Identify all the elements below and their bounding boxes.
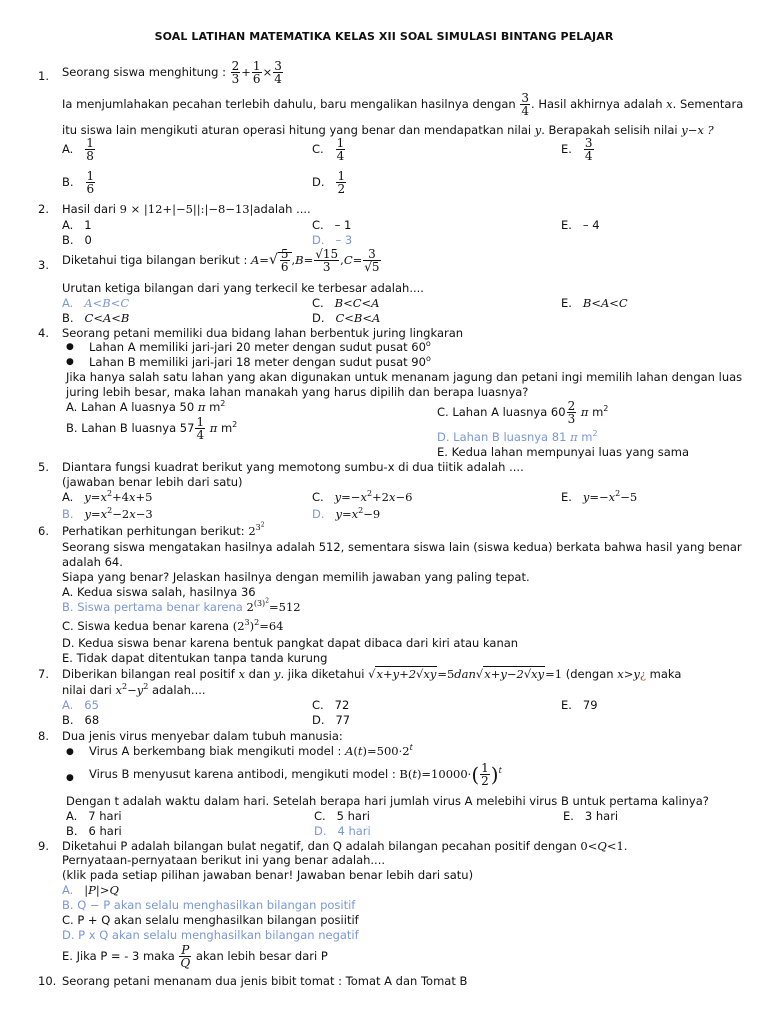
q6-option-e[interactable]: E. Tidak dapat ditentukan tanpa tanda kurung (62, 651, 328, 665)
q4-option-b[interactable]: B. Lahan B luasnya 57 $\frac{1}{4}$ π $m^2$ (66, 415, 238, 442)
question-number: 3. (38, 258, 49, 272)
q6-line4: Siapa yang benar? Jelaskan hasilnya dengan memilih jawaban yang paling tepat. (62, 570, 530, 584)
q4-line4: juring lebih besar, maka lahan manakah yang harus dipilih dan berapa luasnya? (66, 385, 529, 399)
q2-option-e[interactable]: E. – 4 (561, 218, 600, 232)
q3-option-e[interactable]: E. B<A<C (561, 296, 628, 310)
q2-option-d[interactable]: D. – 3 (312, 233, 353, 247)
q5-stem: Diantara fungsi kuadrat berikut yang memotong sumbu-x di dua tiitik adalah .... (62, 460, 524, 474)
q9-stem: Diketahui P adalah bilangan bulat negatif, dan Q adalah bilangan pecahan positif dengan 0<Q<1. (62, 839, 628, 853)
q8-option-d[interactable]: D. 4 hari (314, 824, 371, 838)
bullet-icon: ● (66, 357, 74, 367)
q3-option-b[interactable]: B. C<A<B (62, 311, 130, 325)
q7-option-c[interactable]: C. 72 (312, 698, 350, 712)
q4-bullet-1: Lahan A memiliki jari-jari 20 meter dengan sudut pusat 60$^o$ (89, 339, 431, 354)
q1-option-a[interactable]: A. $\frac{1}{8}$ (62, 136, 94, 163)
q3-option-a[interactable]: A. A<B<C (62, 296, 130, 310)
q8-option-e[interactable]: E. 3 hari (563, 809, 619, 823)
q1-option-c[interactable]: C. $\frac{1}{4}$ (312, 136, 345, 163)
q4-stem: Seorang petani memiliki dua bidang lahan berbentuk juring lingkaran (62, 326, 464, 340)
q8-bullet-2: Virus B menyusut karena antibodi, mengikuti model : B(t)=10000·( $\frac{1}{2}$ )$^t$ (89, 761, 502, 788)
q1-line2: Ia menjumlahakan pecahan terlebih dahulu, baru mengalikan hasilnya dengan $\frac{3}{4}$ . Hasil akhirnya adalah x. Sementara (62, 91, 744, 118)
q8-option-c[interactable]: C. 5 hari (314, 809, 370, 823)
q6-option-b[interactable]: B. Siswa pertama benar karena $2^{(3)^2}=512$ (62, 597, 301, 614)
question-number: 6. (38, 524, 49, 538)
question-number: 9. (38, 839, 49, 853)
q5-option-d[interactable]: D. $y=x^2-9$ (312, 506, 381, 521)
q5-option-c[interactable]: C. $y=-x^2+2x-6$ (312, 489, 413, 504)
q9-option-c[interactable]: C. P + Q akan selalu menghasilkan bilangan posiitif (62, 913, 359, 927)
page-title: SOAL LATIHAN MATEMATIKA KELAS XII SOAL SIMULASI BINTANG PELAJAR (154, 30, 614, 43)
q1-intro: Seorang siswa menghitung : $\frac{2}{3}$ + $\frac{1}{6}$ × $\frac{3}{4}$ (62, 59, 282, 86)
q8-option-b[interactable]: B. 6 hari (66, 824, 122, 838)
question-number: 8. (38, 729, 49, 743)
q6-line2: Seorang siswa mengatakan hasilnya adalah 512, sementara siswa lain (siswa kedua) berkata bahwa hasil yang benar (62, 540, 742, 554)
q4-line3: Jika hanya salah satu lahan yang akan digunakan untuk menanam jagung dan petani ingi memilih lahan dengan luas (66, 370, 743, 384)
q1-option-d[interactable]: D. $\frac{1}{2}$ (312, 169, 346, 196)
q2-option-a[interactable]: A. 1 (62, 218, 92, 232)
q1-option-e[interactable]: E. $\frac{3}{4}$ (561, 136, 593, 163)
q9-option-b[interactable]: B. Q − P akan selalu menghasilkan bilangan positif (62, 898, 356, 912)
q6-line3: adalah 64. (62, 555, 123, 569)
q6-option-d[interactable]: D. Kedua siswa benar karena bentuk pangkat dapat dibaca dari kiri atau kanan (62, 636, 519, 650)
q5-option-b[interactable]: B. $y=x^2-2x-3$ (62, 506, 153, 521)
q4-option-a[interactable]: A. Lahan A luasnya 50 π $m^2$ (66, 399, 226, 414)
bullet-icon: ● (66, 342, 74, 352)
q8-stem: Dua jenis virus menyebar dalam tubuh manusia: (62, 729, 343, 743)
q2-stem: Hasil dari 9 × |12+|−5||:|−8−13|adalah .... (62, 202, 311, 216)
q7-line2: nilai dari $x^2-y^2$ adalah.... (62, 682, 206, 697)
q2-option-b[interactable]: B. 0 (62, 233, 92, 247)
question-number: 7. (38, 667, 49, 681)
q6-stem: Perhatikan perhitungan berikut: $2^{3^2}$ (62, 521, 265, 538)
q5-note: (jawaban benar lebih dari satu) (62, 475, 243, 489)
question-number: 1. (38, 69, 49, 83)
question-number: 2. (38, 202, 49, 216)
q5-option-e[interactable]: E. $y=-x^2-5$ (561, 489, 638, 504)
q8-line3: Dengan t adalah waktu dalam hari. Setelah berapa hari jumlah virus A melebihi virus B untuk pertama kalinya? (66, 794, 709, 808)
q3-line2: Urutan ketiga bilangan dari yang terkecil ke terbesar adalah.... (62, 281, 424, 295)
q7-option-a[interactable]: A. 65 (62, 698, 99, 712)
q2-option-c[interactable]: C. – 1 (312, 218, 352, 232)
q4-option-d[interactable]: D. Lahan B luasnya 81 π $m^2$ (437, 429, 598, 444)
q6-option-c[interactable]: C. Siswa kedua benar karena $(2^3)^2=64$ (62, 618, 284, 633)
q10-stem: Seorang petani menanam dua jenis bibit tomat : Tomat A dan Tomat B (62, 974, 468, 988)
q3-option-d[interactable]: D. C<B<A (312, 311, 381, 325)
q6-option-a[interactable]: A. Kedua siswa salah, hasilnya 36 (62, 585, 256, 599)
q8-option-a[interactable]: A. 7 hari (66, 809, 122, 823)
q1-line3: itu siswa lain mengikuti aturan operasi hitung yang benar dan mendapatkan nilai y. Berapakah selisih nilai y−x ? (62, 123, 714, 137)
q9-option-a[interactable]: A. |P|>Q (62, 883, 119, 897)
q7-option-e[interactable]: E. 79 (561, 698, 598, 712)
bullet-icon: ● (66, 773, 74, 783)
q8-bullet-1: Virus A berkembang biak mengikuti model : $A(t)=500\cdot 2^t$ (89, 743, 413, 758)
q3-stem: Diketahui tiga bilangan berikut : A=√ $\frac{5}{6}$ ,B= $\frac{√15}{3}$ ,C= $\frac{3}{√5}$ (62, 247, 380, 274)
q9-option-d[interactable]: D. P x Q akan selalu menghasilkan bilangan negatif (62, 928, 359, 942)
question-number: 5. (38, 460, 49, 474)
question-number: 4. (38, 326, 49, 340)
bullet-icon: ● (66, 747, 74, 757)
q5-option-a[interactable]: A. $y=x^2+4x+5$ (62, 489, 153, 504)
q7-option-d[interactable]: D. 77 (312, 713, 351, 727)
q9-line3: (klik pada setiap pilihan jawaban benar! Jawaban benar lebih dari satu) (62, 868, 474, 882)
q4-bullet-2: Lahan B memiliki jari-jari 18 meter dengan sudut pusat 90$^o$ (89, 354, 431, 369)
q9-line2: Pernyataan-pernyataan berikut ini yang benar adalah.... (62, 853, 386, 867)
question-number: 10. (38, 974, 57, 988)
q9-option-e[interactable]: E. Jika P = - 3 maka $\frac{P}{Q}$ akan lebih besar dari P (62, 943, 328, 970)
q4-option-c[interactable]: C. Lahan A luasnya 60 $\frac{2}{3}$ π $m^2$ (437, 399, 609, 426)
q7-stem: Diberikan bilangan real positif x dan y. jika diketahui √x+y+2√xy=5dan√x+y−2√xy=1 (dengan x>y¿ maka (62, 667, 682, 681)
q1-option-b[interactable]: B. $\frac{1}{6}$ (62, 169, 95, 196)
q3-option-c[interactable]: C. B<C<A (312, 296, 380, 310)
q4-option-e[interactable]: E. Kedua lahan mempunyai luas yang sama (437, 445, 690, 459)
q7-option-b[interactable]: B. 68 (62, 713, 100, 727)
